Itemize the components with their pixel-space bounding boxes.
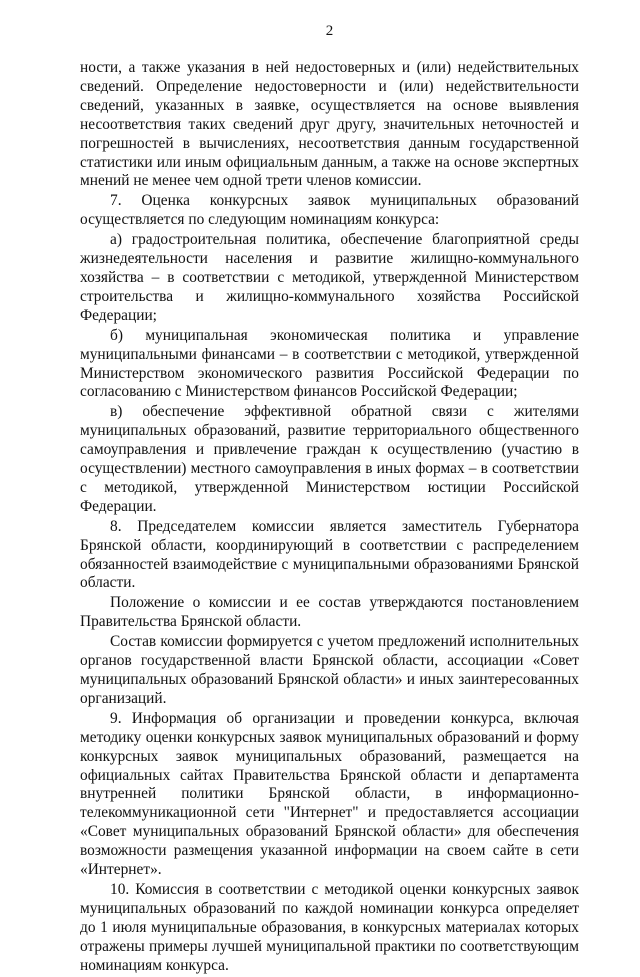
paragraph-item-7: 7. Оценка конкурсных заявок муниципальных образований осуществляется по следующим номинациям конкурса: bbox=[80, 192, 579, 229]
paragraph-item-8: 8. Председателем комиссии является заместитель Губернатора Брянской области, координирующий в соответствии с распределением обязанностей взаимодействие с муниципальными образованиями Брянской области. bbox=[80, 517, 579, 592]
paragraph-continuation: ности, а также указания в ней недостоверных и (или) недействительных сведений. Определение недостоверности и (или) недействительности сведений, указанных в заявке, осуществляется на основе выявления несоответствия таких сведений друг другу, значительных неточностей и погрешностей в вычислениях, несоответствия данным государственной статистики или иным официальным данным, а также на основе экспертных мнений не менее чем одной трети членов комиссии. bbox=[80, 59, 579, 190]
paragraph-item-7b: б) муниципальная экономическая политика и управление муниципальными финансами – в соответствии с методикой, утвержденной Министерством экономического развития Российской Федерации по согласованию с Министерством финансов Российской Федерации; bbox=[80, 326, 579, 401]
page-number: 2 bbox=[325, 23, 334, 39]
paragraph-item-7v: в) обеспечение эффективной обратной связи с жителями муниципальных образований, развитие территориального общественного самоуправления и привлечение граждан к осуществлению (участию в осуществлении) местного самоуправления в иных формах – в соответствии с методикой, утвержденной Министерством юстиции Российской Федерации. bbox=[80, 403, 579, 515]
paragraph-item-7a: а) градостроительная политика, обеспечение благоприятной среды жизнедеятельности населения и развитие жилищно-коммунального хозяйства – в соответствии с методикой, утвержденной Министерством строительства и жилищно-коммунального хозяйства Российской Федерации; bbox=[80, 231, 579, 324]
paragraph-item-9: 9. Информация об организации и проведении конкурса, включая методику оценки конкурсных заявок муниципальных образований и форму конкурсных заявок муниципальных образований, размещается на официальных сайтах Правительства Брянской области и департамента внутренней политики Брянской области, в информационно-телекоммуникационной сети "Интернет" и предоставляется ассоциации «Совет муниципальных образований Брянской области» для обеспечения возможности размещения указанной информации на своем сайте в сети «Интернет». bbox=[80, 709, 579, 879]
document-page bbox=[80, 22, 579, 977]
paragraph-commission-composition: Состав комиссии формируется с учетом предложений исполнительных органов государственной власти Брянской области, ассоциации «Совет муниципальных образований Брянской области» и иных заинтересованных организаций. bbox=[80, 633, 579, 707]
paragraph-item-10: 10. Комиссия в соответствии с методикой оценки конкурсных заявок муниципальных образований по каждой номинации конкурса определяет до 1 июля муниципальные образования, в конкурсных материалах которых отражены примеры лучшей муниципальной практики по соответствующим номинациям конкурса. bbox=[80, 880, 579, 974]
paragraph-commission-regulation: Положение о комиссии и ее состав утверждаются постановлением Правительства Брянской области. bbox=[80, 594, 579, 631]
